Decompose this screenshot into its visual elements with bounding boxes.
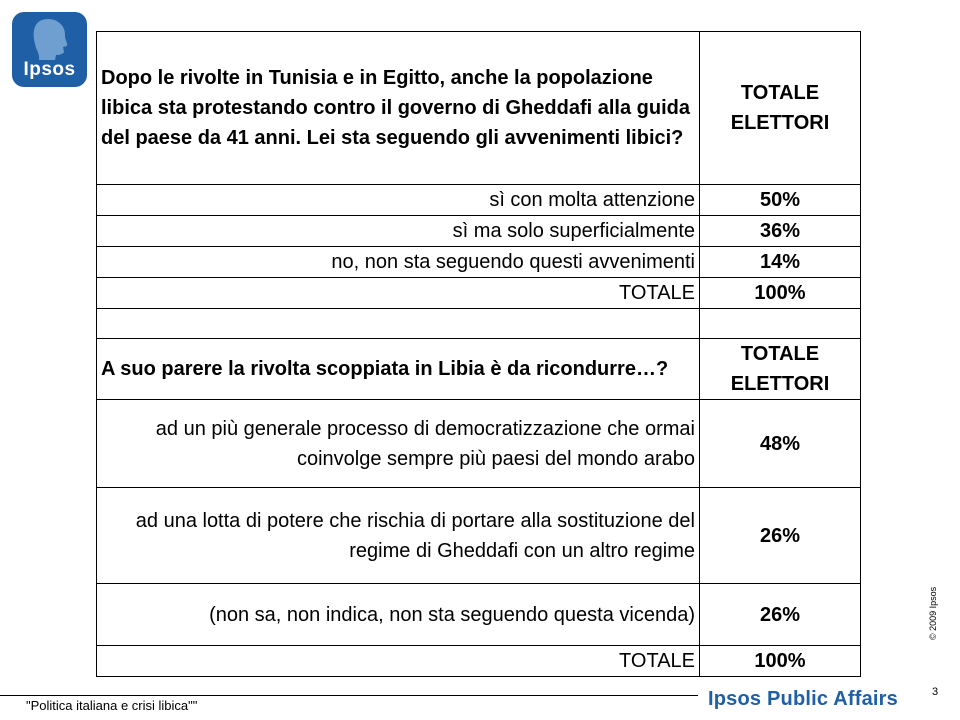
logo-text: Ipsos bbox=[23, 59, 76, 80]
answer-value: 26% bbox=[700, 488, 861, 584]
question-row bbox=[97, 339, 861, 400]
table-row bbox=[97, 400, 861, 488]
question-2: A suo parere la rivolta scoppiata in Libia è da ricondurre…? bbox=[97, 339, 700, 400]
copyright-notice: © 2009 Ipsos bbox=[928, 586, 938, 640]
question-row bbox=[97, 32, 861, 185]
spacer-cell bbox=[97, 309, 700, 339]
footer-divider bbox=[0, 695, 698, 696]
table-row bbox=[97, 185, 861, 216]
table-row bbox=[97, 584, 861, 646]
brand-wordmark: Ipsos Public Affairs bbox=[708, 688, 898, 710]
answer-label: ad un più generale processo di democratizzazione che ormai coinvolge sempre più paesi del mondo arabo bbox=[97, 400, 700, 488]
total-label: TOTALE bbox=[97, 278, 700, 309]
answer-value: 48% bbox=[700, 400, 861, 488]
total-row bbox=[97, 278, 861, 309]
answer-label: (non sa, non indica, non sta seguendo questa vicenda) bbox=[97, 584, 700, 646]
table-row bbox=[97, 216, 861, 247]
page-number: 3 bbox=[932, 686, 939, 698]
answer-value: 36% bbox=[700, 216, 861, 247]
ipsos-logo bbox=[12, 12, 87, 87]
answer-label: no, non sta seguendo questi avvenimenti bbox=[97, 247, 700, 278]
survey-table bbox=[96, 31, 861, 677]
spacer-cell bbox=[700, 309, 861, 339]
answer-label: sì con molta attenzione bbox=[97, 185, 700, 216]
total-header-1: TOTALE ELETTORI bbox=[700, 32, 861, 185]
answer-value: 50% bbox=[700, 185, 861, 216]
total-header-2: TOTALE ELETTORI bbox=[700, 339, 861, 400]
footer-title: "Politica italiana e crisi libica"" bbox=[26, 698, 198, 713]
table-row bbox=[97, 247, 861, 278]
total-value: 100% bbox=[700, 646, 861, 677]
total-label: TOTALE bbox=[97, 646, 700, 677]
answer-value: 26% bbox=[700, 584, 861, 646]
answer-label: sì ma solo superficialmente bbox=[97, 216, 700, 247]
question-1: Dopo le rivolte in Tunisia e in Egitto, anche la popolazione libica sta protestando contro il governo di Gheddafi alla guida del paese da 41 anni. Lei sta seguendo gli avvenimenti libici? bbox=[97, 32, 700, 185]
spacer-row bbox=[97, 309, 861, 339]
total-value: 100% bbox=[700, 278, 861, 309]
answer-label: ad una lotta di potere che rischia di portare alla sostituzione del regime di Gheddafi con un altro regime bbox=[97, 488, 700, 584]
total-row bbox=[97, 646, 861, 677]
answer-value: 14% bbox=[700, 247, 861, 278]
table-row bbox=[97, 488, 861, 584]
